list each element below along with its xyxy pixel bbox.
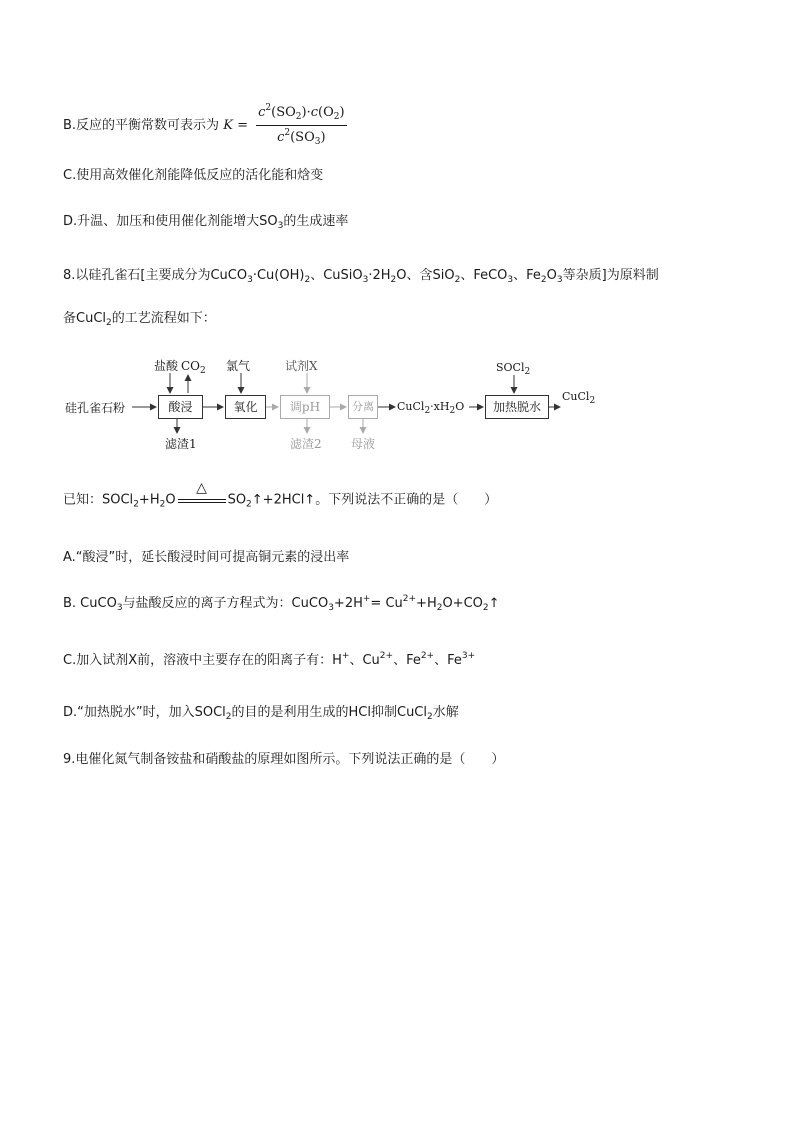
- k-symbol: K: [223, 118, 233, 133]
- flow-start-label: 硅孔雀石粉: [65, 401, 126, 415]
- flow-residue2-label: 滤渣2: [290, 437, 322, 451]
- fraction-numerator: $c^2(SO_2)\cdot c(O_2)$: [256, 103, 346, 126]
- option-d-2: D.“加热脱水”时，加入SOCl$_2$的目的是利用生成的HCl抑制CuCl$_2$水解: [63, 705, 459, 722]
- flow-box-heat-dehydrate: 加热脱水: [485, 395, 549, 419]
- option-a-2: A.“酸浸”时，延长酸浸时间可提高铜元素的浸出率: [63, 550, 350, 565]
- flow-mother-liquor-label: 母液: [351, 437, 376, 451]
- question-8-line2: 备CuCl$_2$的工艺流程如下：: [63, 311, 216, 328]
- heat-equilibrium-arrow: [176, 480, 228, 510]
- flow-final-label: CuCl$_2$: [562, 390, 596, 406]
- option-b-prefix: B.反应的平衡常数可表示为: [63, 118, 220, 133]
- option-b-2: B. CuCO$_3$与盐酸反应的离子方程式为：CuCO$_3$+2H+= $Cu^{2+}+H_2O+CO_2↑$: [63, 594, 500, 613]
- flow-product1-label: $CuCl_2\cdot xH_2O$: [397, 400, 465, 416]
- delta-symbol: △: [196, 480, 207, 496]
- option-c-2: C.加入试剂X前，溶液中主要存在的阳离子有：H+、$Cu^{2+}$、$Fe^{2+}$、$Fe^{3+}$: [63, 651, 476, 668]
- flow-box-separation: 分离: [348, 395, 378, 419]
- flow-box-adjust-ph: 调pH: [280, 395, 330, 419]
- flow-reagent-x-label: 试剂X: [285, 359, 318, 373]
- equals-sign: =: [237, 118, 248, 133]
- option-b-equilibrium: [63, 103, 347, 148]
- flow-chlorine-label: 氯气: [226, 359, 251, 373]
- flow-hcl-label: 盐酸: [154, 359, 179, 373]
- flow-socl2-label: SOCl$_2$: [496, 361, 531, 377]
- option-c: C.使用高效催化剂能降低反应的活化能和焓变: [63, 168, 324, 183]
- question-9: 9.电催化氮气制备铵盐和硝酸盐的原理如图所示。下列说法正确的是（ ）: [63, 752, 505, 767]
- question-8-line1: 8.以硅孔雀石[主要成分为$CuCO_3\cdot Cu(OH)_2$、$CuSiO_3\cdot 2H_2O$、含SiO$_2$、FeCO$_3$、$Fe_2O_3$等杂质]为原料制: [63, 268, 659, 285]
- flow-co2-label: $CO_2$: [181, 359, 206, 376]
- known-reaction: 已知：$SOCl_2+H_2O$ △ $SO_2↑+2HCl↑$。下列说法不正确的是（ ）: [63, 480, 498, 510]
- flow-box-oxidation: 氧化: [225, 395, 266, 419]
- flow-box-acid-leach: 酸浸: [158, 395, 203, 419]
- flow-residue1-label: 滤渣1: [165, 437, 197, 451]
- fraction-denominator: $c^2(SO_3)$: [277, 128, 326, 147]
- process-flow-diagram: [63, 355, 623, 455]
- equilibrium-fraction: [256, 103, 346, 148]
- option-d: D.升温、加压和使用催化剂能增大$SO_3$的生成速率: [63, 214, 349, 231]
